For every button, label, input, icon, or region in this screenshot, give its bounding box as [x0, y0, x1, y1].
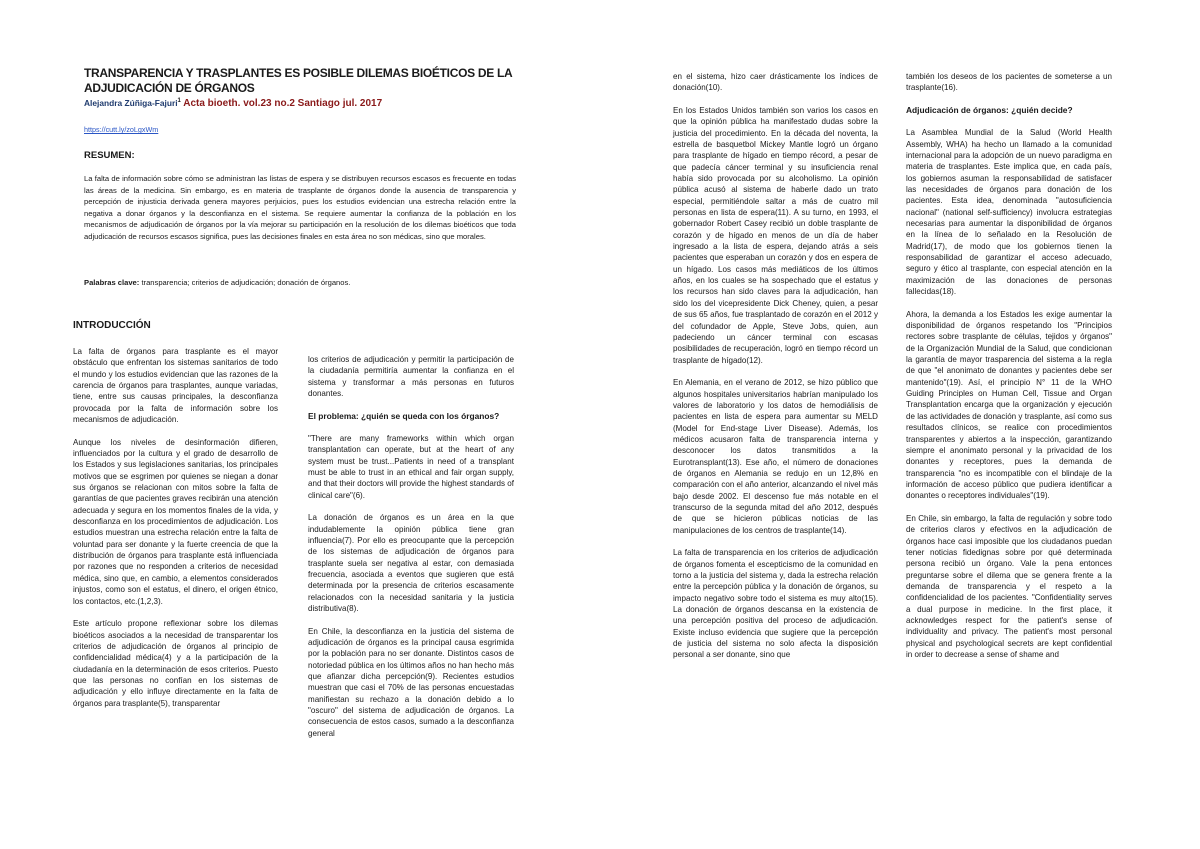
author-name: Alejandra Zúñiga-Fajuri: [84, 98, 178, 108]
paragraph: Aunque los niveles de desinformación difieren, influenciados por la cultura y el grado de desarrollo de los Estados y sus legislaciones sanitarias, los principales motivos que se esgrimen por quienes se niegan a donar sus órganos se relacionan con mitos sobre la falta de garantías de que pacientes graves recibirán una atención adecuada y segura en los momentos finales de la vida, y desconfianza en los procedimientos de adjudicación. Los estudios muestran una estrecha relación entre la falta de voluntad para ser donante y la fuerte creencia de que la distribución de órganos para trasplante está influenciada por razones que no responden a criterios de necesidad médica, sino que, en cambio, a elementos considerados injustos, como son el estatus, el dinero, el origen étnico, los contactos, etc.(1,2,3).: [73, 437, 278, 606]
paragraph: En los Estados Unidos también son varios los casos en que la opinión pública ha manifestado dudas sobre la justicia del procedimiento. En la década del noventa, la estrella de basquetbol Mickey Mantle logró un órgano para trasplante de hígado en tiempo récord, a pesar de que padecía cáncer terminal y su insuficiencia renal había sido provocada por su alcoholismo. La opinión pública acusó al sistema de haberle dado un trato especial, permitiéndole saltar a más de cuatro mil personas en lista de espera(11). A su turno, en 1993, el gobernador Robert Casey recibió un doble trasplante de corazón y de hígado en menos de un día de haber ingresado a la lista de espera, dejando atrás a seis pacientes que esperaban un corazón y dos en espera de un hígado. Los casos más mediáticos de los últimos años, en los cuales se ha sospechado que el estatus y los recursos han sido claves para la adjudicación, han sido los del vicepresidente Dick Cheney, quien, a pesar de sus 65 años, fue trasplantado de corazón en el 2012 y del cofundador de Apple, Steve Jobs, quien, aun padeciendo un cáncer terminal con escasas posibilidades de recuperación, logró en tiempo récord un trasplante de hígado(12).: [673, 105, 878, 365]
author-superscript: 1: [177, 98, 181, 105]
keywords: [84, 277, 516, 288]
keywords-label: Palabras clave:: [84, 278, 140, 287]
section-heading: Adjudicación de órganos: ¿quién decide?: [906, 104, 1073, 115]
paragraph: La falta de transparencia en los criterios de adjudicación de órganos fomenta el escepticismo de la comunidad en torno a la justicia del sistema y, dada la estrecha relación entre la percepción pública y la donación de órganos, su impacto negativo sobre todo el sistema es muy alto(15). La donación de órganos descansa en la existencia de una percepción positiva del proceso de adjudicación. Existe incluso evidencia que sugiere que la percepción de justicia del sistema no solo afecta la disposición personal a ser donante, sino que: [673, 548, 878, 660]
column-3: [673, 71, 878, 672]
abstract-body: [84, 173, 516, 243]
paragraph: En Chile, sin embargo, la falta de regulación y sobre todo de criterios claros y efectivos en la adjudicación de órganos hace casi imposible que los ciudadanos puedan tener noticias fidedignas sobre por qué determinada persona recibió un órgano. Vale la pena entonces preguntarse sobre el dilema que se genera frente a la demanda de transparencia y el respeto a la confidencialidad de los pacientes. "Confidentiality serves a dual purpose in medicine. In the first place, it acknowledges respect for the patient's sense of individuality and privacy. The patient's most personal physical and psychological secrets are kept confidential in order to decrease a sense of shame and: [906, 513, 1112, 659]
paragraph: La falta de órganos para trasplante es el mayor obstáculo que enfrentan los sistemas sanitarios de todo el mundo y los estudios evidencian que las razones de la carencia de órganos para trasplantes, aunque variadas, tiene, entre sus causas principales, la desconfianza provocada por la falta de información sobre los mecanismos de adjudicación.: [73, 347, 278, 425]
paragraph: Este artículo propone reflexionar sobre los dilemas bioéticos asociados a la necesidad de transparentar los criterios de adjudicación de órganos al principio de confidencialidad médica(4) y a la participación de la ciudadanía en la determinación de esos criterios. Puesto que las personas no confían en los sistemas de adjudicación y ello influye directamente en la falta de órganos para trasplante(5), transparentar: [73, 619, 278, 708]
paragraph: La donación de órganos es un área en la que indudablemente la opinión pública tiene gran influencia(7). Por ello es preocupante que la percepción de los sistemas de adjudicación de órganos para trasplante suela ser negativa al estar, con demasiada frecuencia, asociada a eventos que sugieren que está determinada por la presencia de criterios escasamente relacionados con la necesidad sanitaria y la justicia distributiva(8).: [308, 513, 514, 614]
byline: [84, 98, 524, 109]
journal-citation: Acta bioeth. vol.23 no.2 Santiago jul. 2017: [183, 98, 383, 109]
abstract-heading: RESUMEN:: [84, 150, 135, 161]
intro-heading: INTRODUCCIÓN: [73, 320, 151, 331]
paragraph: en el sistema, hizo caer drásticamente los índices de donación(10).: [673, 72, 878, 93]
column-4: [906, 71, 1112, 672]
paragraph: Ahora, la demanda a los Estados les exige aumentar la disponibilidad de órganos respetando los "Principios rectores sobre trasplante de células, tejidos y órganos" de la Organización Mundial de la Salud, que condicionan la garantía de mayor trasparencia del sistema a la regla de que "el anonimato de donantes y pacientes debe ser mantenido"(19). Así, el principio N° 11 de la WHO Guiding Principles on Human Cell, Tissue and Organ Transplantation encarga que la organización y ejecución de las actividades de donación y trasplante, así como sus resultados clínicos, se realice con procedimientos transparentes y abiertos a la inspección, garantizando siempre el anonimato personal y la privacidad de los donantes y receptores, pues la demanda de transparencia "no es incompatible con el blindaje de la información de acceso público que pudiera identificar a donantes o receptores individuales"(19).: [906, 309, 1112, 501]
source-link[interactable]: https://cutt.ly/zoLgxWm: [84, 125, 159, 134]
quote: "There are many frameworks within which organ transplantation can operate, but at the heart of any system must be trust...Patients in need of a transplant must be able to trust in an ethical and fair organ supply, and that their doctors will provide the highest standards of clinical care"(6).: [308, 433, 514, 500]
paragraph: La Asamblea Mundial de la Salud (World Health Assembly, WHA) ha hecho un llamado a la comunidad internacional para la adopción de un nuevo paradigma en materia de trasplantes. Este implica que, en cada país, los gobiernos asuman la responsabilidad de satisfacer las necesidades de órganos para donación de los pacientes. Esta idea, denominada "autosuficiencia nacional" (national self-sufficiency) involucra estrategias necesarias para aumentar la disponibilidad de órganos en la línea de lo señalado en la Resolución de Madrid(17), de modo que los gobiernos tienen la responsabilidad de garantizar el acceso adecuado, seguro y ético al trasplante, con especial atención en la maximización de las donaciones de personas fallecidas(18).: [906, 128, 1112, 297]
column-2: [308, 354, 514, 750]
paragraph: también los deseos de los pacientes de someterse a un trasplante(16).: [906, 72, 1112, 93]
abstract-text: La falta de información sobre cómo se administran las listas de espera y se distribuyen recursos escasos es frecuente en todas las áreas de la medicina. Sin embargo, es en materia de trasplante de órganos donde la ausencia de transparencia y percepción de injusticia derivada genera mayores perjuicios, pues los estudios evidencian una estrecha relación entre la negativa a donar órganos y la desconfianza en el sistema. Se requiere aumentar la confianza de la población en los mecanismos de adjudicación de órganos por la vía mejorar su participación en la resolución de los dilemas bioéticos que toda adjudicación de recursos escasos significa, pues las decisiones finales en esta área no son médicas, sino que morales.: [84, 174, 516, 241]
article-title: TRANSPARENCIA Y TRASPLANTES ES POSIBLE DILEMAS BIOÉTICOS DE LA ADJUDICACIÓN DE ÓRGANOS: [84, 66, 512, 95]
keywords-text: transparencia; criterios de adjudicación; donación de órganos.: [141, 278, 351, 287]
paragraph: En Chile, la desconfianza en la justicia del sistema de adjudicación de órganos es la principal causa esgrimida por la población para no ser donante. Distintos casos de notoriedad pública en los últimos años no han hecho más que afianzar dicha percepción(9). Recientes estudios muestran que casi el 70% de las personas encuestadas manifiestan su rechazo a la donación debido a lo "oscuro" del sistema de adjudicación de órganos. La consecuencia de estos casos, sumado a la desconfianza general: [308, 626, 514, 738]
section-heading: El problema: ¿quién se queda con los órganos?: [308, 410, 500, 421]
paragraph: En Alemania, en el verano de 2012, se hizo público que algunos hospitales universitarios habrían manipulado los valores de laboratorio y los datos de hemodiálisis de pacientes en lista de espera para aumentar su MELD (Model for End-stage Liver Disease). Además, los médicos acusaron falta de transparencia interna y desconocer los datos transmitidos a la Eurotransplant(13). Ese año, el número de donaciones de órganos en Alemania se redujo en un 12,8% en comparación con el año anterior, alcanzando el nivel más bajo desde 2002. El descenso fue más notable en el transcurso de la segunda mitad del año 2012, después de que se hicieron públicas noticias de las manipulaciones de los centros de trasplante(14).: [673, 378, 878, 535]
column-1: [73, 346, 278, 720]
paragraph: los criterios de adjudicación y permitir la participación de la ciudadanía permitiría aumentar la confianza en el sistema y transformar a más personas en futuros donantes.: [308, 355, 514, 399]
